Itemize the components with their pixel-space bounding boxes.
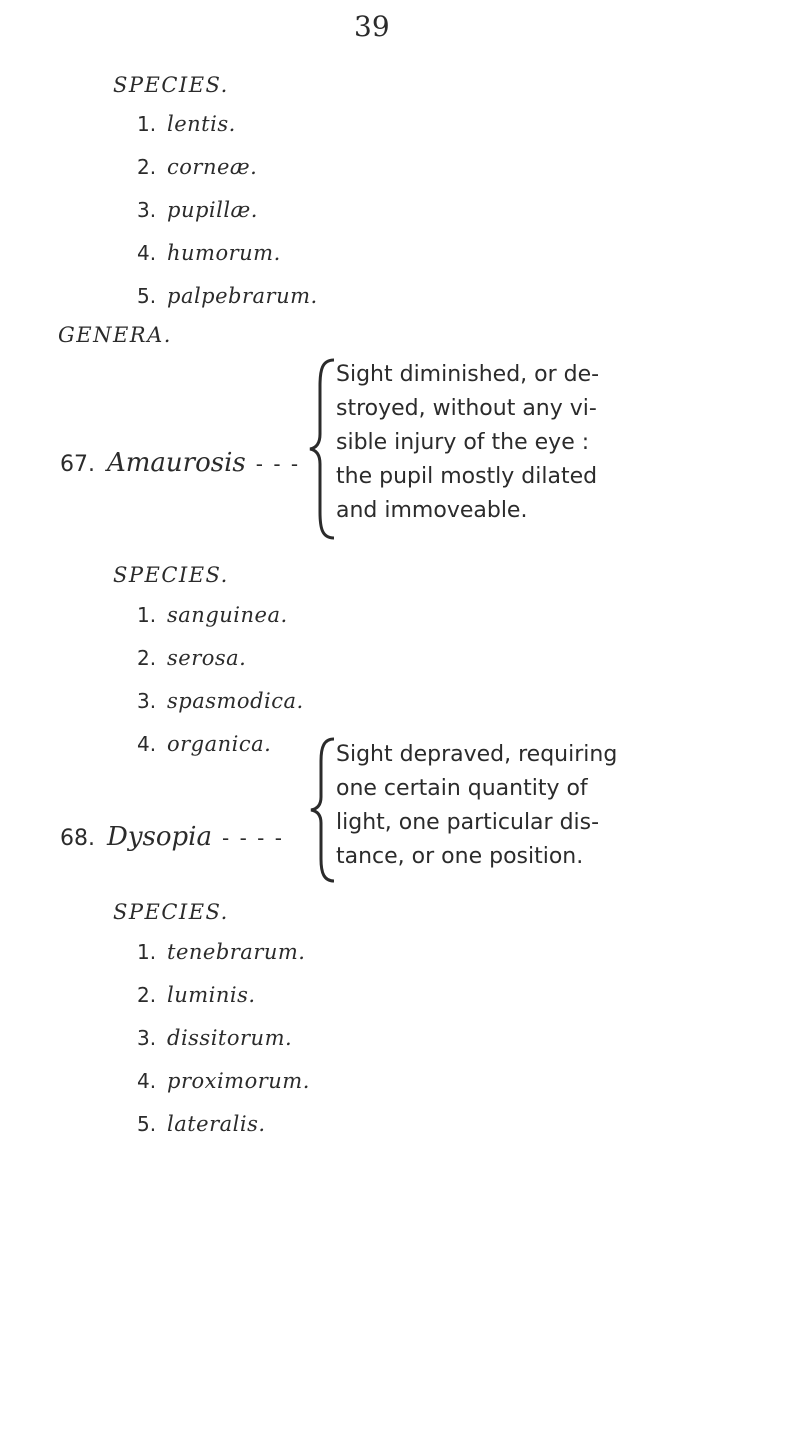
list-item [137,1060,310,1103]
list-item [137,1103,310,1146]
species-number: 3. [137,1026,157,1050]
species-name: lateralis. [167,1112,266,1136]
species-number: 4. [137,241,157,265]
leader-dashes: - - - [255,452,301,476]
list-item [137,232,318,275]
species-number: 1. [137,112,157,136]
genus-label [60,448,300,478]
species-number: 4. [137,732,157,756]
list-item [137,594,304,637]
list-item [137,275,318,318]
genus-name: Dysopia [107,822,212,852]
species-name: lentis. [167,112,236,136]
species-number: 2. [137,155,157,179]
genus-definition: Sight depraved, requiring one certain quantity of light, one particular dis- tance, or one position. [336,742,618,869]
species-name: humorum. [167,241,281,265]
genus-definition: Sight diminished, or de- stroyed, without any vi- sible injury of the eye : the pupil mostly dilated and immoveable. [336,362,600,523]
genus-label [60,822,284,852]
species-number: 1. [137,603,157,627]
species-list [137,103,318,318]
species-number: 2. [137,646,157,670]
species-number: 3. [137,689,157,713]
species-name: spasmodica. [167,689,304,713]
species-heading: SPECIES. [113,563,229,587]
list-item [137,146,318,189]
species-name: palpebrarum. [167,284,318,308]
species-name: proximorum. [167,1069,310,1093]
species-name: pupillæ. [167,198,258,222]
species-list [137,594,304,766]
leader-dashes: - - - - [222,826,284,850]
page-number: 39 [354,10,390,43]
species-number: 3. [137,198,157,222]
species-name: serosa. [167,646,247,670]
species-number: 5. [137,284,157,308]
list-item [137,103,318,146]
species-name: corneæ. [167,155,258,179]
species-number: 2. [137,983,157,1007]
species-list [137,931,310,1146]
list-item [137,1017,310,1060]
species-name: sanguinea. [167,603,288,627]
species-name: luminis. [167,983,256,1007]
genus-name: Amaurosis [107,448,246,478]
left-brace-icon [308,735,338,885]
genera-heading: GENERA. [58,323,172,347]
list-item [137,974,310,1017]
left-brace-icon [308,356,338,542]
species-name: dissitorum. [167,1026,293,1050]
list-item [137,723,304,766]
list-item [137,637,304,680]
species-name: tenebrarum. [167,940,306,964]
list-item [137,931,310,974]
species-number: 5. [137,1112,157,1136]
genus-number: 67. [60,452,95,477]
species-number: 1. [137,940,157,964]
species-name: organica. [167,732,272,756]
list-item [137,680,304,723]
species-heading: SPECIES. [113,73,229,97]
species-number: 4. [137,1069,157,1093]
species-heading: SPECIES. [113,900,229,924]
list-item [137,189,318,232]
genus-number: 68. [60,826,95,851]
